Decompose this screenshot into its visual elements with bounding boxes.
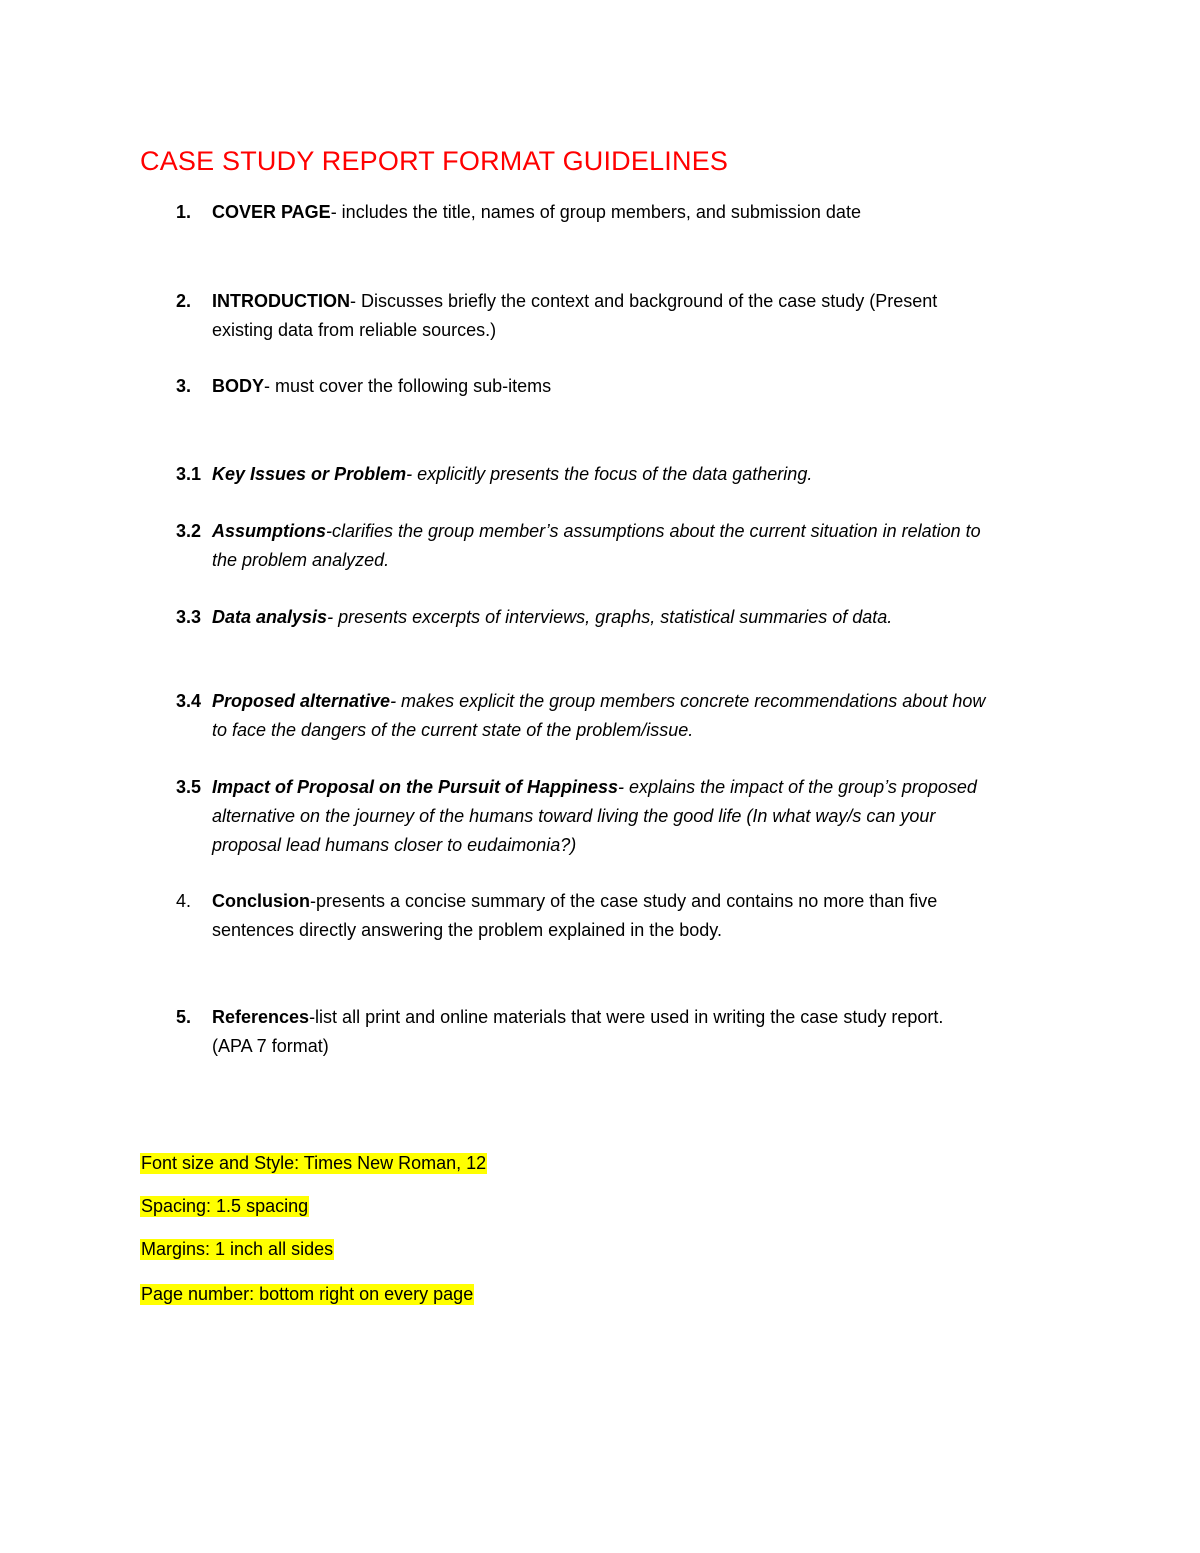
item-number: 1. bbox=[176, 202, 192, 222]
sub-item-body bbox=[212, 460, 1072, 489]
sub-item-body bbox=[212, 687, 1072, 745]
item-label: INTRODUCTION bbox=[212, 291, 350, 311]
sub-item-text: -clarifies the group member’s assumptions about the current situation in relation to bbox=[326, 521, 981, 541]
format-note-spacing bbox=[140, 1193, 309, 1220]
item-number: 3. bbox=[176, 376, 192, 396]
sub-item-body bbox=[212, 517, 1072, 575]
sub-item-text: to face the dangers of the current state of the problem/issue. bbox=[212, 720, 694, 740]
item-text: sentences directly answering the problem explained in the body. bbox=[212, 920, 722, 940]
page-title: CASE STUDY REPORT FORMAT GUIDELINES bbox=[140, 146, 729, 176]
item-body bbox=[212, 287, 1072, 345]
sub-item-number: 3.1 bbox=[176, 464, 202, 484]
item-label: Conclusion bbox=[212, 891, 310, 911]
item-text: (APA 7 format) bbox=[212, 1036, 329, 1056]
sub-item-number: 3.4 bbox=[176, 691, 202, 711]
sub-item-body bbox=[212, 773, 1072, 860]
highlighted-text: Spacing: 1.5 spacing bbox=[141, 1196, 309, 1216]
highlighted-text: Page number: bottom right on every page bbox=[141, 1284, 474, 1304]
sub-item-text: alternative on the journey of the humans toward living the good life (In what way/s can your bbox=[212, 806, 936, 826]
item-text: -presents a concise summary of the case study and contains no more than five bbox=[310, 891, 938, 911]
sub-item-label: Impact of Proposal on the Pursuit of Happiness bbox=[212, 777, 619, 797]
sub-item-text: - explains the impact of the group’s proposed bbox=[618, 777, 977, 797]
sub-item-number: 3.5 bbox=[176, 777, 202, 797]
item-body bbox=[212, 1003, 1072, 1061]
item-text: - must cover the following sub-items bbox=[264, 376, 552, 396]
highlighted-text: Margins: 1 inch all sides bbox=[141, 1239, 334, 1259]
sub-item-text: proposal lead humans closer to eudaimonia?) bbox=[212, 835, 577, 855]
item-label: COVER PAGE bbox=[212, 202, 331, 222]
item-body bbox=[212, 372, 1072, 401]
sub-item-label: Assumptions bbox=[212, 521, 327, 541]
item-body bbox=[212, 198, 1072, 227]
format-note-margins bbox=[140, 1236, 334, 1263]
sub-item-label: Data analysis bbox=[212, 607, 328, 627]
sub-item-text: the problem analyzed. bbox=[212, 550, 390, 570]
sub-item-number: 3.3 bbox=[176, 607, 202, 627]
sub-item-text: - makes explicit the group members concrete recommendations about how bbox=[390, 691, 986, 711]
format-note-page-number bbox=[140, 1281, 474, 1308]
format-note-font bbox=[140, 1150, 487, 1177]
sub-item-label: Proposed alternative bbox=[212, 691, 391, 711]
sub-item-text: - explicitly presents the focus of the data gathering. bbox=[406, 464, 813, 484]
item-number: 2. bbox=[176, 291, 192, 311]
item-text: -list all print and online materials that were used in writing the case study report. bbox=[309, 1007, 944, 1027]
item-label: References bbox=[212, 1007, 310, 1027]
highlighted-text: Font size and Style: Times New Roman, 12 bbox=[141, 1153, 487, 1173]
sub-item-body bbox=[212, 603, 1072, 632]
sub-item-text: - presents excerpts of interviews, graphs, statistical summaries of data. bbox=[327, 607, 893, 627]
item-number: 5. bbox=[176, 1007, 192, 1027]
item-number: 4. bbox=[176, 891, 192, 911]
item-text: - includes the title, names of group members, and submission date bbox=[330, 202, 861, 222]
item-label: BODY bbox=[212, 376, 265, 396]
sub-item-label: Key Issues or Problem bbox=[212, 464, 407, 484]
item-text: existing data from reliable sources.) bbox=[212, 320, 497, 340]
item-body bbox=[212, 887, 1072, 945]
item-text: - Discusses briefly the context and background of the case study (Present bbox=[350, 291, 938, 311]
sub-item-number: 3.2 bbox=[176, 521, 202, 541]
